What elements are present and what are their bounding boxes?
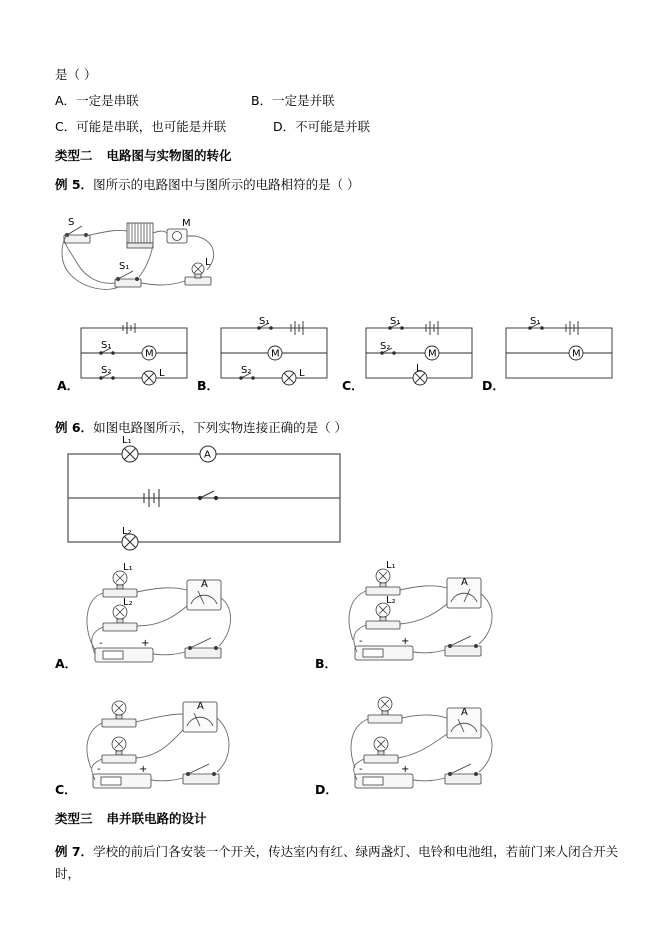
svg-text:S₁: S₁ [390, 316, 401, 327]
section-title-type2: 电路图与实物图的转化 [106, 148, 232, 163]
svg-text:L₁: L₁ [123, 562, 133, 573]
svg-text:L₂: L₂ [386, 595, 396, 606]
svg-text:-: - [359, 764, 363, 775]
svg-text:A: A [204, 449, 211, 461]
section-heading-type3 [55, 803, 615, 832]
figure-ex6-label-c: C． [55, 782, 77, 797]
svg-text:A: A [197, 701, 204, 712]
svg-text:A: A [201, 579, 208, 590]
figure-ex6-label-b: B． [315, 656, 338, 671]
svg-text:A: A [461, 707, 468, 718]
svg-text:-: - [99, 638, 103, 649]
svg-text:S: S [68, 217, 75, 228]
svg-text:S₁: S₁ [101, 340, 112, 351]
example-6-text: 如图电路图所示，下列实物连接正确的是（ ） [93, 420, 348, 435]
option-d-key: D． [273, 119, 296, 134]
svg-text:M: M [182, 218, 191, 229]
page-content [55, 62, 611, 197]
example-7-text: 学校的前后门各安装一个开关，传达室内有红、绿两盏灯、电铃和电池组，若前门来人闭合开关时， [55, 844, 619, 881]
option-d [273, 114, 370, 140]
svg-text:+: + [139, 764, 148, 775]
figure-ex5-options [55, 318, 615, 394]
question-stem-partial: 是（ ） [55, 67, 97, 82]
svg-text:S₂: S₂ [101, 365, 112, 376]
example-5-line [55, 173, 611, 197]
figure-ex5-pictorial [55, 215, 240, 305]
figure-ex5-label-a: A． [57, 378, 80, 393]
option-a-key: A． [55, 93, 77, 108]
option-a [55, 88, 251, 114]
svg-text:S₁: S₁ [119, 261, 130, 272]
option-c-text: 可能是串联，也可能是并联 [76, 119, 227, 134]
option-c [55, 114, 273, 140]
figure-ex5-option-c [342, 316, 480, 393]
svg-text:S₂: S₂ [380, 341, 391, 352]
svg-text:L: L [159, 368, 165, 379]
svg-text:+: + [401, 636, 410, 647]
section-heading-type2 [55, 143, 611, 169]
example-7-label: 例 7． [55, 844, 94, 859]
svg-text:S₁: S₁ [259, 316, 270, 327]
svg-text:L: L [205, 257, 211, 268]
svg-text:A: A [461, 577, 468, 588]
svg-text:L: L [299, 368, 305, 379]
example-7-line [55, 837, 620, 885]
example-6-line [55, 412, 615, 440]
svg-text:M: M [428, 348, 437, 360]
example-6-label: 例 6． [55, 420, 94, 435]
figure-ex6-option-d [315, 688, 555, 800]
options-row-ab [55, 88, 611, 114]
example-5-label: 例 5． [55, 177, 94, 192]
figure-ex6-label-a: A． [55, 656, 78, 671]
option-d-text: 不可能是并联 [295, 119, 371, 134]
figure-ex5-option-d [482, 316, 620, 393]
svg-text:L₁: L₁ [386, 560, 396, 571]
figure-ex5-option-b [197, 316, 335, 393]
figure-ex6-schematic [60, 435, 360, 554]
svg-text:S₂: S₂ [241, 365, 252, 376]
figure-ex6-option-b [315, 560, 555, 675]
svg-text:M: M [271, 348, 280, 360]
figure-ex6-label-d: D． [315, 782, 338, 797]
option-a-text: 一定是串联 [76, 93, 139, 108]
option-b-text: 一定是并联 [272, 93, 335, 108]
example-5-text: 图所示的电路图中与图所示的电路相符的是（ ） [93, 177, 360, 192]
svg-text:L₂: L₂ [122, 526, 132, 537]
svg-text:+: + [141, 638, 150, 649]
figure-ex5-label-c: C． [342, 378, 364, 393]
svg-text:M: M [145, 348, 154, 360]
figure-ex5-label-d: D． [482, 378, 505, 393]
svg-text:-: - [97, 764, 101, 775]
svg-text:S₁: S₁ [530, 316, 541, 327]
svg-text:M: M [572, 348, 581, 360]
options-row-cd [55, 114, 611, 140]
figure-ex5-option-a [57, 318, 195, 393]
section-number-type2: 类型二 [55, 148, 93, 163]
svg-text:L: L [416, 363, 422, 374]
option-b-key: B． [251, 93, 273, 108]
svg-text:L₁: L₁ [122, 435, 132, 446]
section-title-type3: 串并联电路的设计 [106, 811, 207, 826]
option-c-key: C． [55, 119, 77, 134]
option-b [251, 88, 447, 114]
svg-text:+: + [401, 764, 410, 775]
section-number-type3: 类型三 [55, 811, 93, 826]
figure-ex6-option-a [55, 560, 295, 675]
figure-ex6-option-c [55, 688, 295, 800]
svg-text:L₂: L₂ [123, 597, 133, 608]
svg-text:-: - [359, 636, 363, 647]
figure-ex5-label-b: B． [197, 378, 220, 393]
